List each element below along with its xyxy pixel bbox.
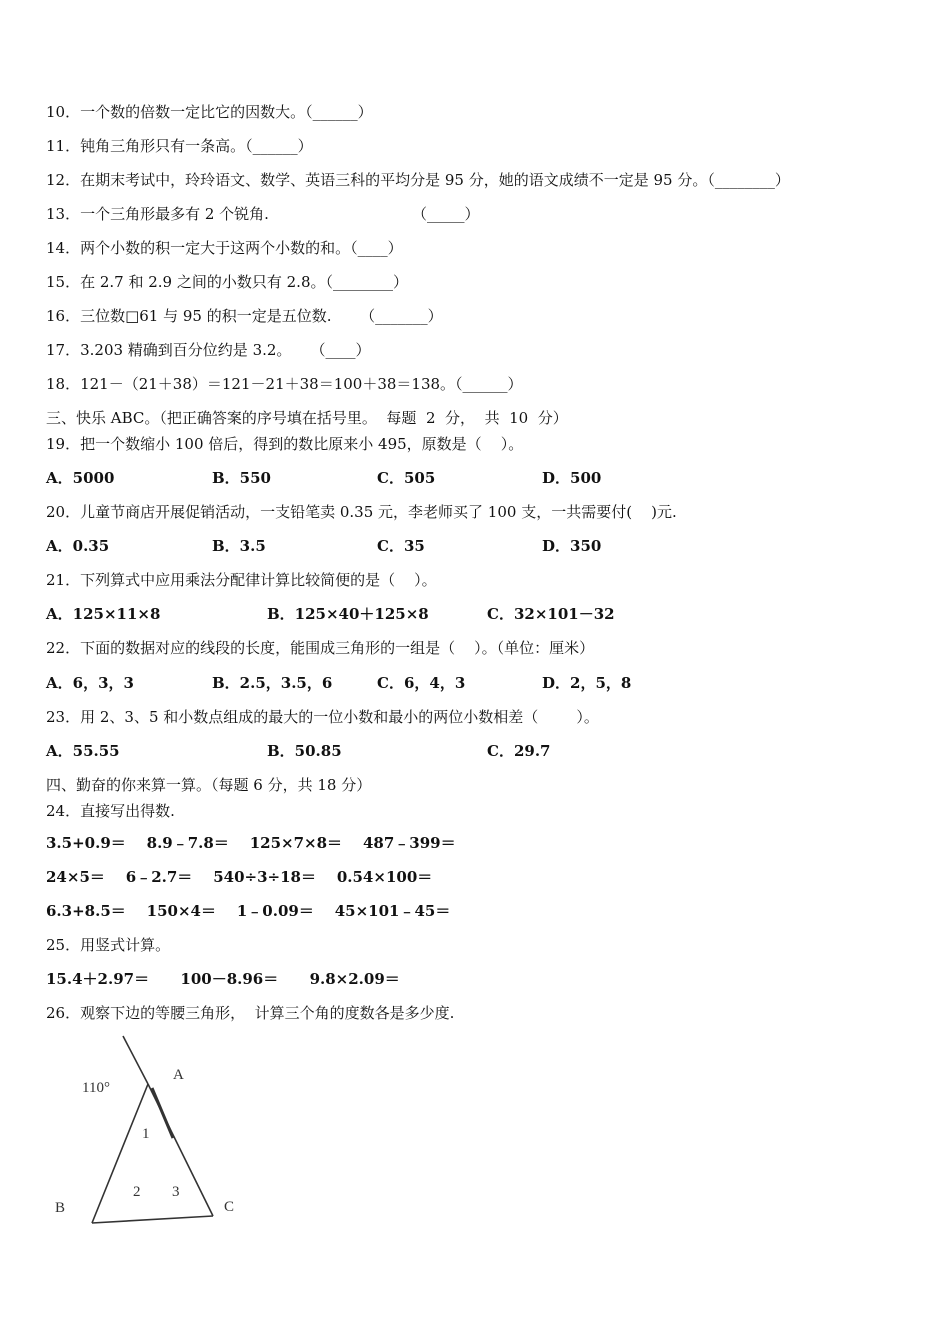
question-12: 12．在期末考试中，玲玲语文、数学、英语三科的平均分是 95 分，她的语文成绩不一定是 95 分。（________） [46, 171, 790, 189]
side-ab [92, 1084, 148, 1223]
angle-1-label: 1 [142, 1126, 150, 1142]
angle-2-label: 2 [133, 1184, 141, 1200]
q20-option-a: A．0.35 [46, 537, 110, 555]
side-bc [92, 1216, 213, 1223]
q22-option-a: A．6，3，3 [46, 674, 134, 692]
q22-option-b: B．2.5，3.5，6 [212, 674, 333, 692]
q21-option-a: A．125×11×8 [46, 605, 161, 623]
q24-row-1: 3.5+0.9＝ 8.9﹣7.8＝ 125×7×8＝ 487﹣399＝ [46, 834, 456, 852]
q19-option-b: B．550 [212, 469, 271, 487]
vertex-a-label: A [173, 1067, 184, 1083]
question-17: 17．3.203 精确到百分位约是 3.2。 （____） [46, 341, 371, 359]
vertex-b-label: B [55, 1200, 66, 1216]
q25-row: 15.4＋2.97＝ 100－8.96＝ 9.8×2.09＝ [46, 970, 400, 988]
q19-option-a: A．5000 [46, 469, 115, 487]
section-4-heading: 四、勤奋的你来算一算。（每题 6 分，共 18 分） [46, 776, 372, 794]
q23-option-c: C．29.7 [487, 742, 551, 760]
question-14: 14．两个小数的积一定大于这两个小数的和。（____） [46, 239, 403, 257]
section-3-heading: 三、快乐 ABC。（把正确答案的序号填在括号里。 每题 2 分， 共 10 分） [46, 409, 568, 427]
question-21: 21．下列算式中应用乘法分配律计算比较简便的是（ ）。 [46, 571, 437, 589]
q23-option-b: B．50.85 [267, 742, 342, 760]
question-13: 13．一个三角形最多有 2 个锐角. （_____） [46, 205, 480, 223]
q20-option-c: C．35 [377, 537, 425, 555]
isosceles-triangle-figure [40, 1030, 260, 1230]
q20-option-d: D．350 [542, 537, 602, 555]
q23-option-a: A．55.55 [46, 742, 120, 760]
question-16: 16．三位数□61 与 95 的积一定是五位数. （_______） [46, 307, 443, 325]
question-11: 11．钝角三角形只有一条高。（______） [46, 137, 313, 155]
vertex-c-label: C [224, 1199, 235, 1215]
q20-option-b: B．3.5 [212, 537, 266, 555]
q22-option-d: D．2，5，8 [542, 674, 632, 692]
question-23: 23．用 2、3、5 和小数点组成的最大的一位小数和最小的两位小数相差（ ）。 [46, 708, 599, 726]
question-20: 20．儿童节商店开展促销活动，一支铅笔卖 0.35 元，李老师买了 100 支，一共需要付( )元. [46, 503, 677, 521]
question-15: 15．在 2.7 和 2.9 之间的小数只有 2.8。（________） [46, 273, 408, 291]
q22-option-c: C．6，4，3 [377, 674, 466, 692]
q19-option-d: D．500 [542, 469, 602, 487]
q21-option-c: C．32×101－32 [487, 605, 615, 623]
q24-row-2: 24×5＝ 6﹣2.7＝ 540÷3÷18＝ 0.54×100＝ [46, 868, 433, 886]
question-26: 26．观察下边的等腰三角形， 计算三个角的度数各是多少度. [46, 1004, 455, 1022]
question-25: 25．用竖式计算。 [46, 936, 171, 954]
q19-option-c: C．505 [377, 469, 436, 487]
question-18: 18．121－（21＋38）＝121－21＋38＝100＋38＝138。（______） [46, 375, 523, 393]
angle-3-label: 3 [172, 1184, 180, 1200]
angle-marker [152, 1088, 173, 1138]
question-10: 10．一个数的倍数一定比它的因数大。（______） [46, 103, 373, 121]
extension-line [123, 1036, 148, 1084]
question-24: 24．直接写出得数. [46, 802, 175, 820]
q24-row-3: 6.3+8.5＝ 150×4＝ 1﹣0.09＝ 45×101﹣45＝ [46, 902, 451, 920]
q21-option-b: B．125×40＋125×8 [267, 605, 429, 623]
question-19: 19．把一个数缩小 100 倍后，得到的数比原来小 495，原数是（ ）。 [46, 435, 524, 453]
angle-110-label: 110° [82, 1080, 110, 1096]
question-22: 22．下面的数据对应的线段的长度，能围成三角形的一组是（ ）。（单位：厘米） [46, 639, 595, 657]
